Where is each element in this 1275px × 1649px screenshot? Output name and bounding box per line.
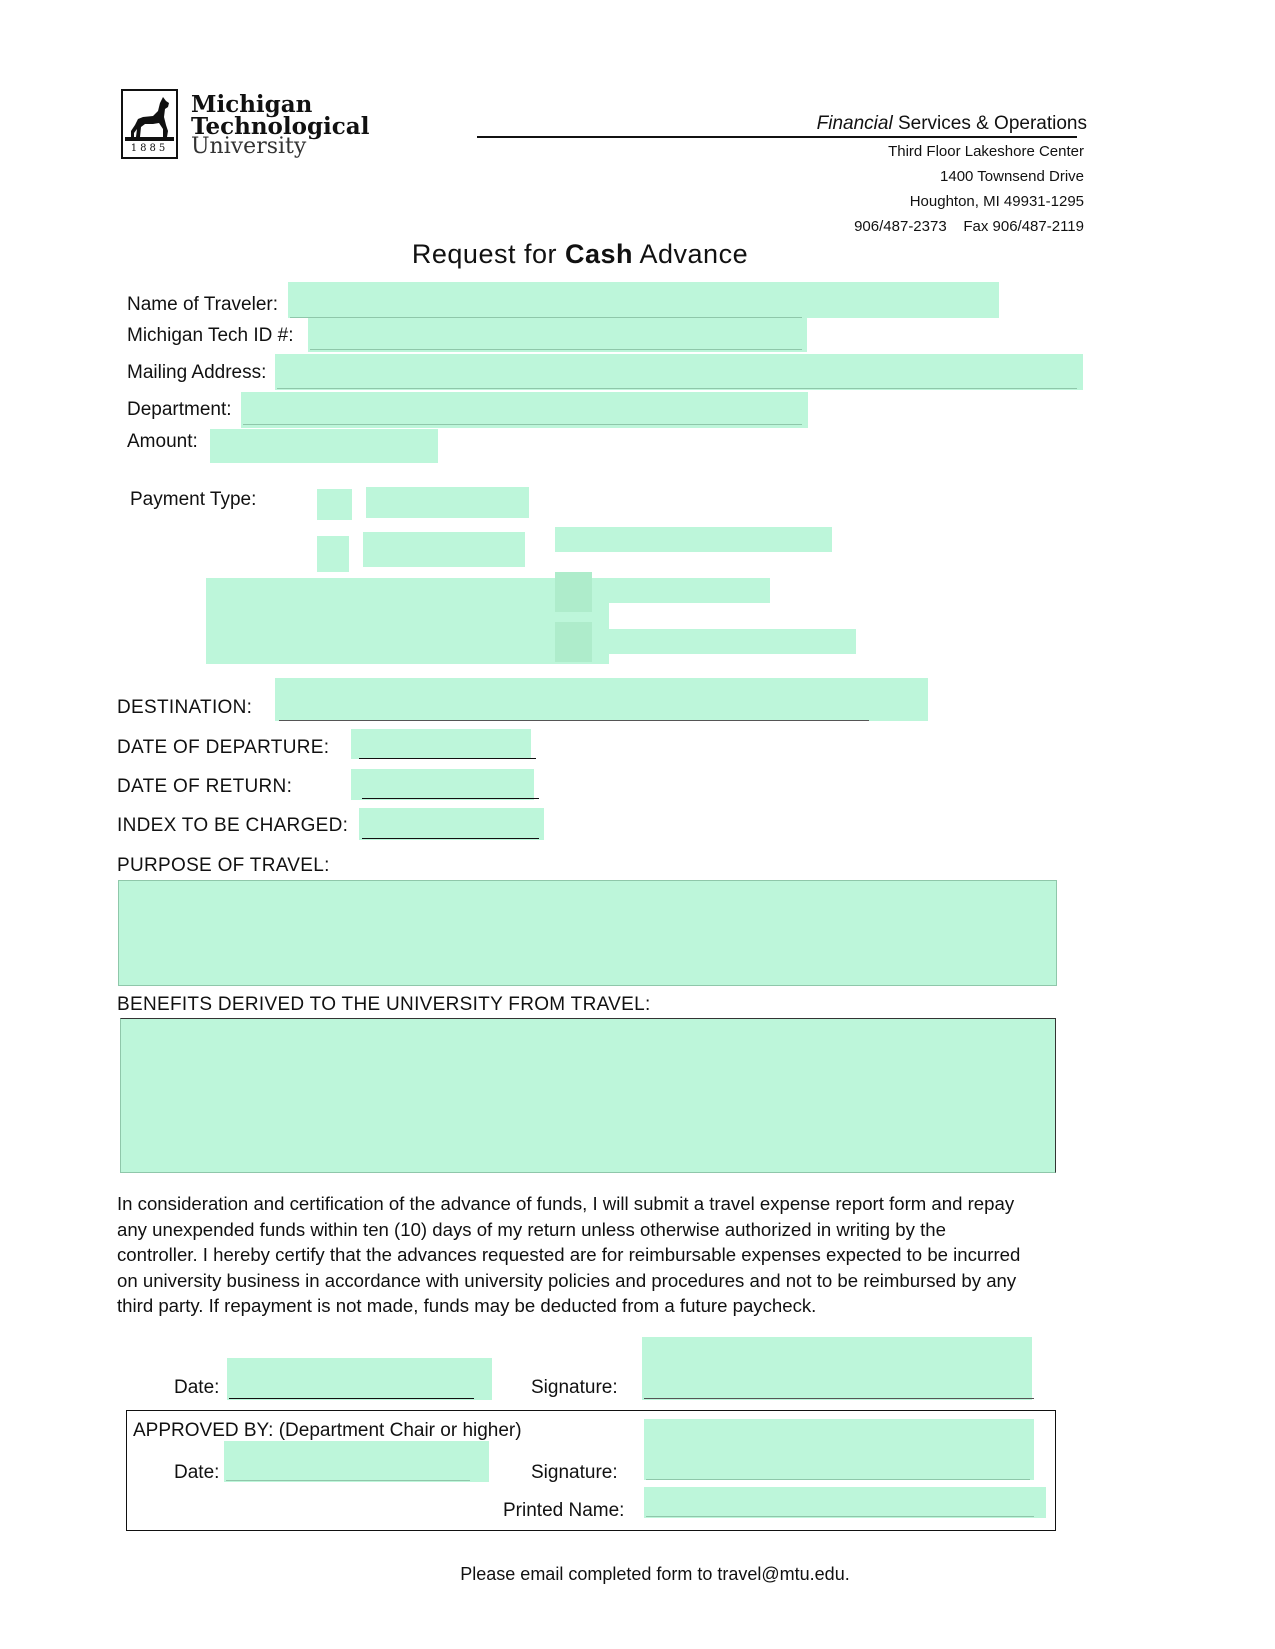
- destination-input[interactable]: [275, 678, 928, 721]
- departure-underline: [359, 758, 536, 759]
- approver-date-label: Date:: [174, 1462, 220, 1483]
- logo-line-3: University: [191, 134, 307, 159]
- department-underline: [243, 424, 802, 425]
- payment-option-4-checkbox[interactable]: [555, 622, 592, 662]
- certification-line-4: on university business in accordance with university policies and procedures and not to be reimbursed by any: [117, 1269, 1017, 1291]
- approver-date-input[interactable]: [224, 1441, 489, 1482]
- purpose-textarea[interactable]: [118, 880, 1057, 986]
- index-label: INDEX TO BE CHARGED:: [117, 815, 349, 836]
- payment-detail-block[interactable]: [206, 578, 609, 664]
- payment-option-4-field[interactable]: [607, 629, 856, 654]
- tech-id-label: Michigan Tech ID #:: [127, 325, 294, 346]
- mailing-address-input[interactable]: [275, 354, 1083, 390]
- printed-name-input[interactable]: [644, 1487, 1046, 1518]
- tech-id-input[interactable]: [308, 318, 807, 352]
- tech-id-underline: [310, 349, 802, 350]
- traveler-name-label: Name of Traveler:: [127, 294, 278, 315]
- payment-option-1-field[interactable]: [366, 487, 529, 518]
- address-line-2: 1400 Townsend Drive: [940, 168, 1084, 185]
- index-underline: [362, 838, 539, 839]
- payment-option-3-checkbox[interactable]: [555, 572, 592, 612]
- address-line-4: 906/487-2373 Fax 906/487-2119: [854, 218, 1084, 235]
- title-bold: Cash: [564, 239, 633, 269]
- benefits-label: BENEFITS DERIVED TO THE UNIVERSITY FROM TRAVEL:: [117, 994, 651, 1015]
- logo-year: 1885: [130, 143, 169, 154]
- department-heading-rest: Services & Operations: [897, 113, 1087, 134]
- traveler-date-underline: [229, 1398, 474, 1399]
- traveler-date-input[interactable]: [227, 1358, 492, 1400]
- payment-option-1-checkbox[interactable]: [317, 489, 352, 520]
- destination-label: DESTINATION:: [117, 697, 253, 718]
- logo-line-2: Technological: [191, 113, 370, 140]
- certification-text: [117, 1191, 1117, 1319]
- traveler-signature-underline: [644, 1398, 1034, 1399]
- printed-name-label: Printed Name:: [503, 1500, 625, 1521]
- department-heading: [817, 113, 1087, 135]
- address-line-3: Houghton, MI 49931-1295: [909, 193, 1084, 210]
- address-line-1: Third Floor Lakeshore Center: [888, 143, 1084, 160]
- department-input[interactable]: [241, 392, 808, 428]
- approver-date-underline: [226, 1480, 470, 1481]
- approver-signature-underline: [646, 1479, 1030, 1480]
- approver-signature-input[interactable]: [644, 1419, 1034, 1480]
- mailing-address-label: Mailing Address:: [127, 362, 267, 383]
- mailing-address-underline: [277, 388, 1077, 389]
- certification-line-3: controller. I hereby certify that the advances requested are for reimbursable expenses expected to be incurred: [117, 1244, 1021, 1265]
- payment-option-2-checkbox[interactable]: [317, 536, 349, 572]
- return-label: DATE OF RETURN:: [117, 776, 293, 797]
- approver-signature-label: Signature:: [531, 1462, 618, 1483]
- benefits-textarea[interactable]: [120, 1018, 1056, 1173]
- payment-type-label: Payment Type:: [130, 489, 257, 510]
- destination-underline: [279, 720, 869, 721]
- departure-label: DATE OF DEPARTURE:: [117, 737, 330, 758]
- certification-line-2: any unexpended funds within ten (10) days of my return unless otherwise authorized in writing by the: [117, 1218, 946, 1240]
- certification-line-5: third party. If repayment is not made, funds may be deducted from a future paycheck.: [117, 1295, 817, 1316]
- index-input[interactable]: [359, 808, 544, 840]
- payment-option-2-detail-field[interactable]: [555, 527, 832, 552]
- payment-option-3-field[interactable]: [607, 578, 770, 603]
- header-rule: [477, 136, 1077, 138]
- logo-line-1: Michigan: [191, 91, 313, 118]
- payment-option-2-field[interactable]: [363, 532, 525, 567]
- printed-name-underline: [646, 1516, 1034, 1517]
- traveler-name-input[interactable]: [288, 282, 999, 318]
- purpose-label: PURPOSE OF TRAVEL:: [117, 855, 330, 876]
- husky-icon: [123, 91, 176, 143]
- department-label: Department:: [127, 399, 232, 420]
- departure-input[interactable]: [351, 729, 531, 759]
- department-heading-italic: Financial: [816, 113, 893, 134]
- return-input[interactable]: [351, 769, 534, 800]
- amount-label: Amount:: [127, 431, 198, 452]
- footer-note: Please email completed form to travel@mtu.edu.: [460, 1564, 850, 1584]
- approval-heading: APPROVED BY: (Department Chair or higher): [133, 1420, 522, 1441]
- title-prefix: Request for: [411, 239, 565, 269]
- return-underline: [362, 798, 539, 799]
- amount-input[interactable]: [210, 429, 438, 463]
- traveler-signature-label: Signature:: [531, 1377, 618, 1398]
- traveler-signature-input[interactable]: [642, 1337, 1032, 1400]
- form-title: [0, 239, 1160, 270]
- title-suffix: Advance: [633, 239, 749, 269]
- certification-line-1: In consideration and certification of the advance of funds, I will submit a travel expense report form and repay: [117, 1193, 1015, 1214]
- traveler-date-label: Date:: [174, 1377, 220, 1398]
